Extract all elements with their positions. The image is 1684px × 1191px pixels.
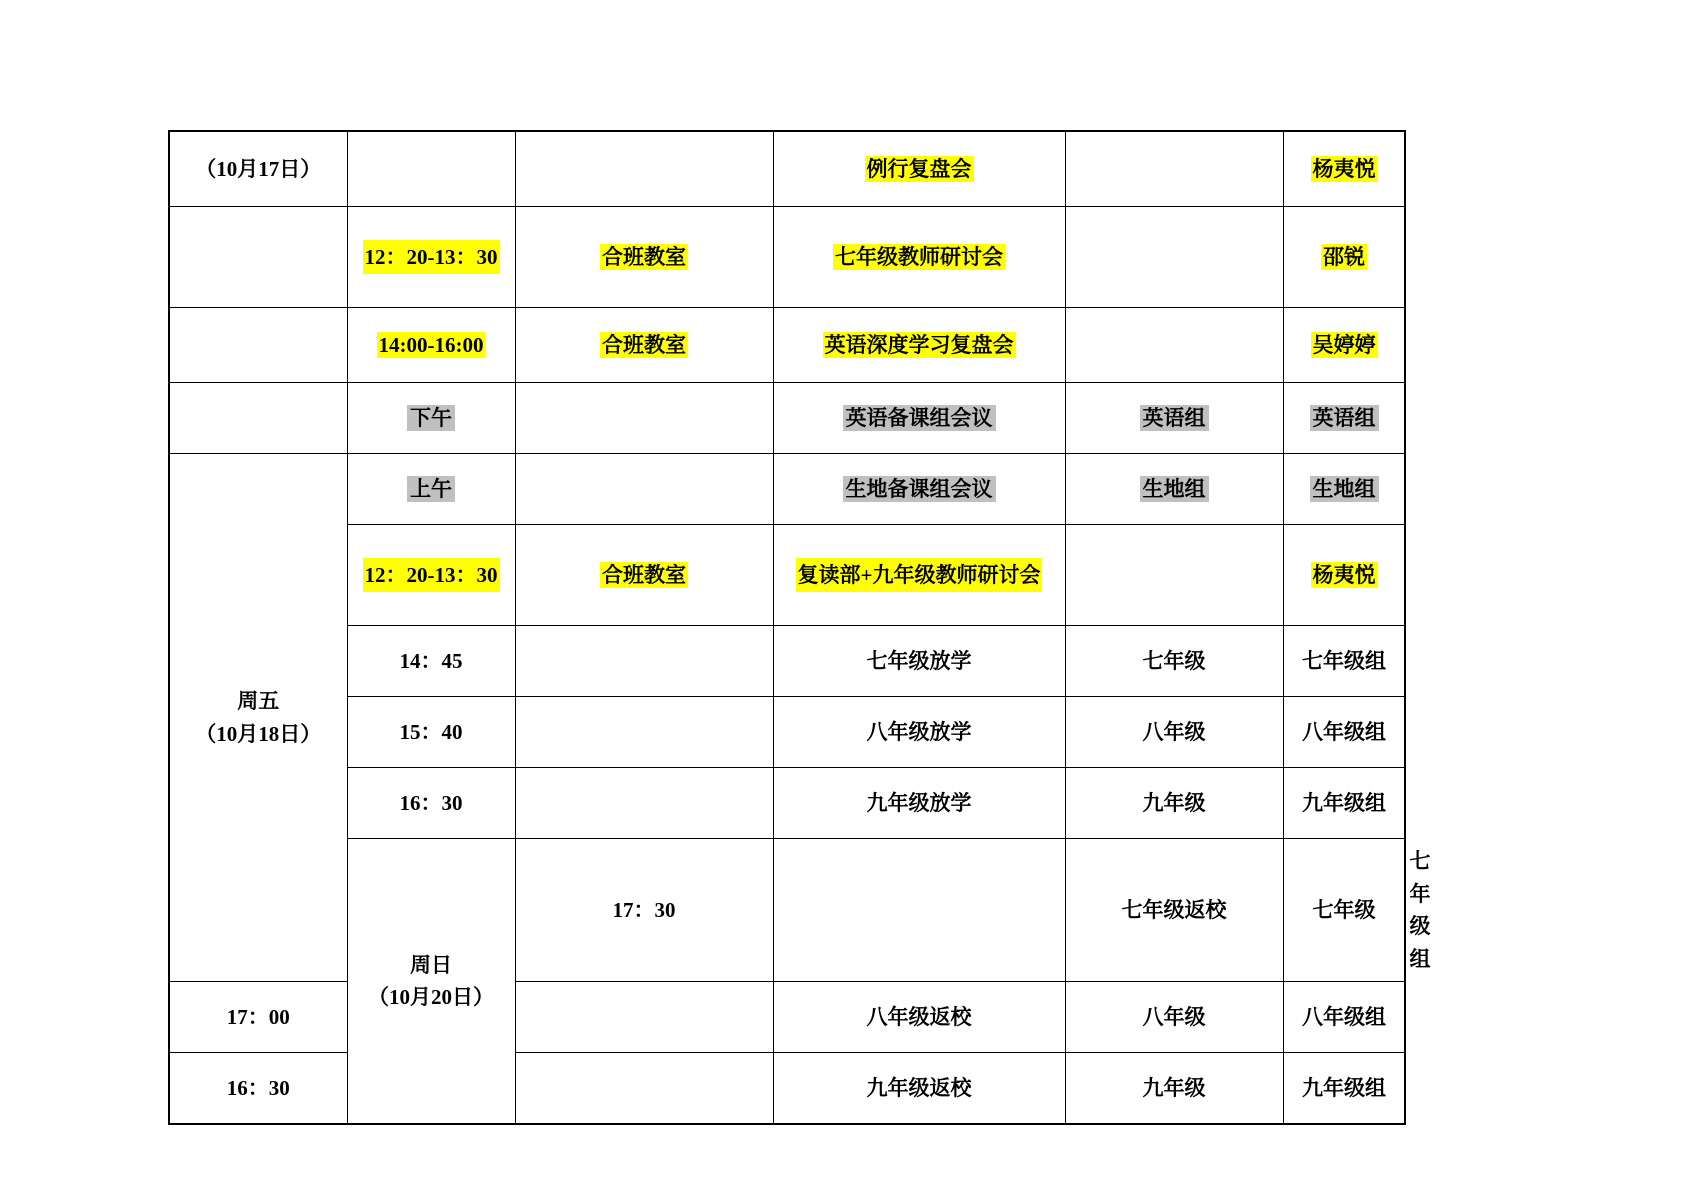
cell-time: 下午 xyxy=(347,383,515,454)
cell-org: 邵锐 xyxy=(1283,207,1405,308)
cell-day-empty xyxy=(169,308,347,383)
cell-place xyxy=(515,131,773,207)
cell-place xyxy=(515,982,773,1053)
cell-place xyxy=(515,1053,773,1125)
cell-place: 合班教室 xyxy=(515,308,773,383)
cell-org: 吴婷婷 xyxy=(1283,308,1405,383)
cell-who: 九年级 xyxy=(1065,768,1283,839)
cell-event: 英语深度学习复盘会 xyxy=(773,308,1065,383)
cell-who: 七年级 xyxy=(1065,626,1283,697)
cell-time: 14:00-16:00 xyxy=(347,308,515,383)
cell-who: 英语组 xyxy=(1065,383,1283,454)
cell-event: 八年级放学 xyxy=(773,697,1065,768)
day-name: 周五 xyxy=(237,689,280,714)
day-date: （10月18日） xyxy=(195,721,322,746)
cell-day-empty xyxy=(169,383,347,454)
cell-event: 英语备课组会议 xyxy=(773,383,1065,454)
day-date: （10月20日） xyxy=(368,985,494,1010)
cell-event: 生地备课组会议 xyxy=(773,454,1065,525)
cell-time: 上午 xyxy=(347,454,515,525)
cell-org: 九年级组 xyxy=(1283,1053,1405,1125)
table-row xyxy=(169,131,1405,207)
cell-who: 八年级 xyxy=(1065,982,1283,1053)
cell-org: 九年级组 xyxy=(1283,768,1405,839)
cell-org: 八年级组 xyxy=(1283,697,1405,768)
table-row xyxy=(169,207,1405,308)
cell-day-empty xyxy=(169,207,347,308)
cell-place xyxy=(515,383,773,454)
cell-who: 七年级 xyxy=(1283,839,1405,982)
cell-time: 15：40 xyxy=(347,697,515,768)
table-row: 周日 （10月20日） 17：30 七年级返校 七年级 七年级组 xyxy=(169,839,1405,982)
cell-event: 复读部+九年级教师研讨会 xyxy=(773,525,1065,626)
table-row xyxy=(169,308,1405,383)
table-row xyxy=(169,383,1405,454)
cell-day-friday xyxy=(169,454,347,982)
cell-who xyxy=(1065,207,1283,308)
cell-event: 九年级放学 xyxy=(773,768,1065,839)
cell-org: 生地组 xyxy=(1283,454,1405,525)
cell-org: 七年级组 xyxy=(1283,626,1405,697)
cell-org: 杨夷悦 xyxy=(1283,525,1405,626)
table-row xyxy=(169,768,1405,839)
table-row xyxy=(169,525,1405,626)
cell-place: 合班教室 xyxy=(515,525,773,626)
cell-event: 例行复盘会 xyxy=(773,131,1065,207)
cell-time: 12：20-13：30 xyxy=(347,207,515,308)
cell-time xyxy=(347,131,515,207)
cell-who xyxy=(1065,131,1283,207)
table-row xyxy=(169,626,1405,697)
cell-place xyxy=(515,454,773,525)
cell-who xyxy=(1065,525,1283,626)
cell-event: 九年级返校 xyxy=(773,1053,1065,1125)
cell-event: 八年级返校 xyxy=(773,982,1065,1053)
cell-who: 九年级 xyxy=(1065,1053,1283,1125)
cell-org: 杨夷悦 xyxy=(1283,131,1405,207)
cell-day-sunday xyxy=(347,839,515,1125)
cell-who: 生地组 xyxy=(1065,454,1283,525)
day-label: （10月17日） xyxy=(195,156,322,181)
table-row xyxy=(169,697,1405,768)
cell-place xyxy=(773,839,1065,982)
cell-time: 14：45 xyxy=(347,626,515,697)
cell-place: 合班教室 xyxy=(515,207,773,308)
cell-time: 12：20-13：30 xyxy=(347,525,515,626)
cell-event: 七年级教师研讨会 xyxy=(773,207,1065,308)
cell-who: 八年级 xyxy=(1065,697,1283,768)
cell-time: 17：30 xyxy=(515,839,773,982)
cell-time: 17：00 xyxy=(169,982,347,1053)
cell-place xyxy=(515,697,773,768)
cell-event: 七年级放学 xyxy=(773,626,1065,697)
cell-who xyxy=(1065,308,1283,383)
day-name: 周日 xyxy=(410,952,452,977)
cell-time: 16：30 xyxy=(169,1053,347,1125)
weekly-schedule-table xyxy=(168,130,1431,1125)
cell-place xyxy=(515,626,773,697)
table-row xyxy=(169,454,1405,525)
cell-day-date xyxy=(169,131,347,207)
cell-time: 16：30 xyxy=(347,768,515,839)
cell-event: 七年级返校 xyxy=(1065,839,1283,982)
cell-org: 八年级组 xyxy=(1283,982,1405,1053)
cell-place xyxy=(515,768,773,839)
cell-org: 英语组 xyxy=(1283,383,1405,454)
